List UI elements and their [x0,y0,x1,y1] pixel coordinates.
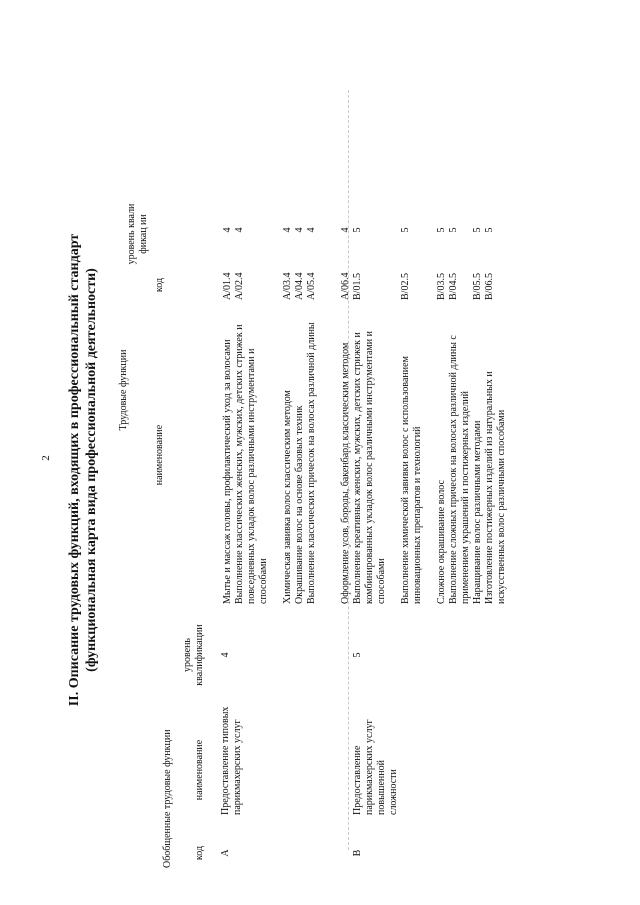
function-level: 4 [294,227,305,233]
function-level: 4 [282,227,293,233]
function-level: 5 [484,227,495,233]
group-a-name: Предоставление типовых парикмахерских услуг [220,706,243,815]
group-b-code: B [352,849,363,857]
function-code: B/05.5 [472,273,483,300]
function-level: 5 [436,227,447,233]
function-level: 5 [400,227,411,233]
function-name: Оформление усов, бороды, бакенбард классическим методом [340,342,351,604]
function-name: Сложное окрашивание волос [436,480,447,604]
page-number: 2 [40,455,52,461]
rotated-document [66,70,536,870]
function-name: Выполнение креативных женских, мужских, детских стрижек и комбинированных укладок волос различными инструментами и способами [352,331,387,604]
function-name: Выполнение химической завивки волос с использованием инновационных препаратов и технологий [400,356,423,604]
function-code: A/05.4 [306,272,317,300]
function-name: Изготовление постижерных изделий из натуральных и искусственных волос различными способами [484,371,507,604]
title-line-2: (функциональная карта вида профессиональной деятельности) [84,268,99,672]
header-labor-code: код [154,277,165,293]
function-name: Окрашивание волос на основе базовых техник [294,405,305,604]
function-level: 4 [234,227,245,233]
function-code: B/01.5 [352,273,363,300]
function-name: Мытье и массаж головы, профилактический уход за волосами [222,339,233,604]
function-name: Выполнение сложных причесок на волосах различной длины с применением украшений и постижерных изделий [448,335,471,604]
function-name: Выполнение классических женских, мужских, детских стрижек и повседневных укладок волос различными инструментами и способами [234,324,269,604]
function-name: Химическая завивка волос классическим методом [282,390,293,604]
function-code: A/04.4 [294,272,305,300]
function-level: 5 [448,227,459,233]
header-labor-functions: Трудовые функции [118,349,129,431]
function-level: 5 [472,227,483,233]
function-level: 4 [340,227,351,233]
function-level: 4 [222,227,233,233]
group-a-level: 4 [220,652,231,658]
group-b-name: Предоставление парикмахерских услуг повышенной сложности [352,719,399,815]
function-code: A/06.4 [340,272,351,300]
function-code: B/03.5 [436,273,447,300]
function-code: B/02.5 [400,273,411,300]
function-code: B/04.5 [448,273,459,300]
group-b-level: 5 [352,652,363,658]
row-divider [348,90,349,850]
header-generalized-name: наименование [194,739,205,801]
document-title [66,70,100,870]
header-labor-name: наименование [154,424,165,486]
header-generalized-functions: Обобщенные трудовые функции [162,729,173,868]
function-code: A/01.4 [222,272,233,300]
header-generalized-level: уровень квалификации [182,624,205,686]
function-code: A/03.4 [282,272,293,300]
header-generalized-code: код [194,845,205,861]
group-a-code: A [220,849,231,857]
function-name: Наращивание волос различными методами [472,420,483,604]
function-name: Выполнение классических причесок на волосах различной длины [306,322,317,604]
function-code: A/02.4 [234,272,245,300]
header-labor-level: уровень квалификац ии [126,203,149,265]
title-line-1: II. Описание трудовых функций, входящих в профессиональный стандарт [67,233,82,707]
function-level: 4 [306,227,317,233]
function-level: 5 [352,227,363,233]
function-code: B/06.5 [484,273,495,300]
